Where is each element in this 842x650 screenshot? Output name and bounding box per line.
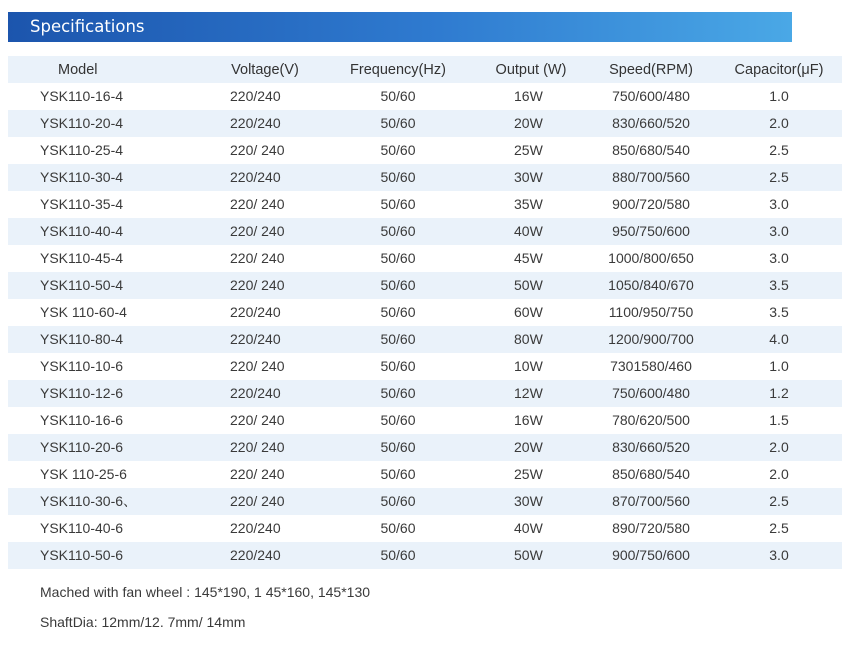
cell-frequency: 50/60 — [380, 520, 416, 536]
cell-voltage: 220/ 240 — [230, 358, 285, 374]
table-row — [8, 326, 842, 353]
cell-capacitor: 2.0 — [769, 115, 789, 131]
cell-voltage: 220/240 — [230, 88, 281, 104]
cell-capacitor: 3.5 — [769, 277, 789, 293]
cell-model: YSK110-80-4 — [40, 331, 124, 347]
column-header-output: Output (W) — [495, 61, 567, 78]
cell-speed: 750/600/480 — [612, 385, 690, 401]
cell-voltage: 220/ 240 — [230, 439, 285, 455]
cell-model: YSK110-10-6 — [40, 358, 124, 374]
cell-speed: 850/680/540 — [612, 466, 690, 482]
table-row — [8, 461, 842, 488]
cell-voltage: 220/ 240 — [230, 466, 285, 482]
cell-voltage: 220/240 — [230, 520, 281, 536]
cell-model: YSK 110-25-6 — [40, 466, 127, 482]
cell-output: 50W — [514, 277, 543, 293]
cell-voltage: 220/ 240 — [230, 223, 285, 239]
cell-voltage: 220/240 — [230, 115, 281, 131]
cell-speed: 830/660/520 — [612, 439, 690, 455]
cell-model: YSK110-12-6 — [40, 385, 124, 401]
cell-model: YSK110-16-4 — [40, 88, 124, 104]
cell-frequency: 50/60 — [380, 304, 416, 320]
fan-wheel-note: Mached with fan wheel : 145*190, 1 45*160, 145*130 — [40, 584, 371, 600]
cell-output: 80W — [514, 331, 543, 347]
cell-output: 20W — [514, 115, 543, 131]
table-row — [8, 218, 842, 245]
table-row — [8, 515, 842, 542]
cell-model: YSK110-50-4 — [40, 277, 124, 293]
cell-voltage: 220/ 240 — [230, 196, 285, 212]
cell-output: 45W — [514, 250, 543, 266]
cell-capacitor: 2.5 — [769, 142, 789, 158]
cell-frequency: 50/60 — [380, 223, 416, 239]
cell-capacitor: 2.0 — [769, 439, 789, 455]
cell-frequency: 50/60 — [380, 88, 416, 104]
cell-model: YSK110-45-4 — [40, 250, 124, 266]
table-row — [8, 353, 842, 380]
cell-speed: 900/720/580 — [612, 196, 690, 212]
cell-voltage: 220/240 — [230, 547, 281, 563]
column-header-frequency: Frequency(Hz) — [350, 61, 446, 78]
table-row — [8, 380, 842, 407]
cell-voltage: 220/240 — [230, 331, 281, 347]
cell-output: 10W — [514, 358, 543, 374]
section-title: Specifications — [30, 17, 145, 36]
cell-speed: 900/750/600 — [612, 547, 690, 563]
cell-voltage: 220/ 240 — [230, 142, 285, 158]
notes — [40, 580, 370, 640]
cell-frequency: 50/60 — [380, 466, 416, 482]
cell-frequency: 50/60 — [380, 142, 416, 158]
cell-output: 50W — [514, 547, 543, 563]
table-header-row — [8, 56, 842, 83]
table-row — [8, 164, 842, 191]
cell-output: 60W — [514, 304, 543, 320]
cell-frequency: 50/60 — [380, 358, 416, 374]
cell-speed: 7301580/460 — [610, 358, 692, 374]
cell-model: YSK110-20-6 — [40, 439, 124, 455]
cell-voltage: 220/ 240 — [230, 493, 285, 509]
cell-speed: 1100/950/750 — [608, 304, 694, 320]
cell-capacitor: 3.0 — [769, 196, 789, 212]
cell-output: 40W — [514, 223, 543, 239]
cell-speed: 830/660/520 — [612, 115, 690, 131]
cell-model: YSK110-40-6 — [40, 520, 124, 536]
cell-output: 30W — [514, 493, 543, 509]
table-row — [8, 83, 842, 110]
table-row — [8, 272, 842, 299]
cell-frequency: 50/60 — [380, 196, 416, 212]
table-row — [8, 434, 842, 461]
cell-speed: 880/700/560 — [612, 169, 690, 185]
cell-capacitor: 3.0 — [769, 547, 789, 563]
cell-output: 35W — [514, 196, 543, 212]
cell-output: 16W — [514, 412, 543, 428]
cell-speed: 850/680/540 — [612, 142, 690, 158]
cell-capacitor: 2.0 — [769, 466, 789, 482]
table-row — [8, 245, 842, 272]
cell-capacitor: 1.0 — [769, 358, 789, 374]
cell-output: 20W — [514, 439, 543, 455]
cell-capacitor: 2.5 — [769, 493, 789, 509]
cell-frequency: 50/60 — [380, 385, 416, 401]
cell-voltage: 220/ 240 — [230, 277, 285, 293]
cell-capacitor: 1.2 — [769, 385, 789, 401]
cell-capacitor: 3.5 — [769, 304, 789, 320]
cell-model: YSK110-35-4 — [40, 196, 124, 212]
column-header-capacitor: Capacitor(μF) — [734, 61, 824, 78]
cell-capacitor: 3.0 — [769, 223, 789, 239]
cell-speed: 1200/900/700 — [608, 331, 694, 347]
cell-voltage: 220/240 — [230, 304, 281, 320]
table-row — [8, 137, 842, 164]
cell-frequency: 50/60 — [380, 250, 416, 266]
cell-speed: 870/700/560 — [612, 493, 690, 509]
cell-voltage: 220/240 — [230, 169, 281, 185]
cell-capacitor: 3.0 — [769, 250, 789, 266]
cell-capacitor: 2.5 — [769, 520, 789, 536]
cell-model: YSK110-30-4 — [40, 169, 124, 185]
cell-model: YSK 110-60-4 — [40, 304, 127, 320]
cell-speed: 890/720/580 — [612, 520, 690, 536]
cell-speed: 750/600/480 — [612, 88, 690, 104]
shaft-diameter-note: ShaftDia: 12mm/12. 7mm/ 14mm — [40, 614, 246, 630]
cell-capacitor: 1.5 — [769, 412, 789, 428]
cell-frequency: 50/60 — [380, 493, 416, 509]
table-row — [8, 407, 842, 434]
table-row — [8, 488, 842, 515]
cell-output: 12W — [514, 385, 543, 401]
cell-capacitor: 2.5 — [769, 169, 789, 185]
table-row — [8, 299, 842, 326]
cell-model: YSK110-50-6 — [40, 547, 124, 563]
cell-voltage: 220/ 240 — [230, 412, 285, 428]
cell-speed: 1050/840/670 — [608, 277, 694, 293]
cell-frequency: 50/60 — [380, 331, 416, 347]
specifications-table — [8, 56, 842, 569]
cell-speed: 950/750/600 — [612, 223, 690, 239]
cell-frequency: 50/60 — [380, 547, 416, 563]
cell-speed: 1000/800/650 — [608, 250, 694, 266]
cell-frequency: 50/60 — [380, 115, 416, 131]
cell-output: 16W — [514, 88, 543, 104]
cell-voltage: 220/240 — [230, 385, 281, 401]
cell-model: YSK110-20-4 — [40, 115, 124, 131]
cell-output: 25W — [514, 466, 543, 482]
table-body — [8, 83, 842, 569]
table-row — [8, 110, 842, 137]
cell-frequency: 50/60 — [380, 277, 416, 293]
cell-voltage: 220/ 240 — [230, 250, 285, 266]
table-row — [8, 542, 842, 569]
cell-output: 25W — [514, 142, 543, 158]
column-header-model: Model — [58, 61, 98, 78]
cell-model: YSK110-40-4 — [40, 223, 124, 239]
cell-model: YSK110-30-6、 — [40, 493, 138, 509]
section-header-bar — [8, 12, 792, 42]
column-header-voltage: Voltage(V) — [231, 61, 299, 78]
table-row — [8, 191, 842, 218]
cell-capacitor: 1.0 — [769, 88, 789, 104]
cell-model: YSK110-16-6 — [40, 412, 124, 428]
cell-speed: 780/620/500 — [612, 412, 690, 428]
column-header-speed: Speed(RPM) — [609, 61, 693, 78]
cell-output: 40W — [514, 520, 543, 536]
cell-frequency: 50/60 — [380, 169, 416, 185]
cell-frequency: 50/60 — [380, 439, 416, 455]
cell-output: 30W — [514, 169, 543, 185]
cell-capacitor: 4.0 — [769, 331, 789, 347]
cell-model: YSK110-25-4 — [40, 142, 124, 158]
cell-frequency: 50/60 — [380, 412, 416, 428]
